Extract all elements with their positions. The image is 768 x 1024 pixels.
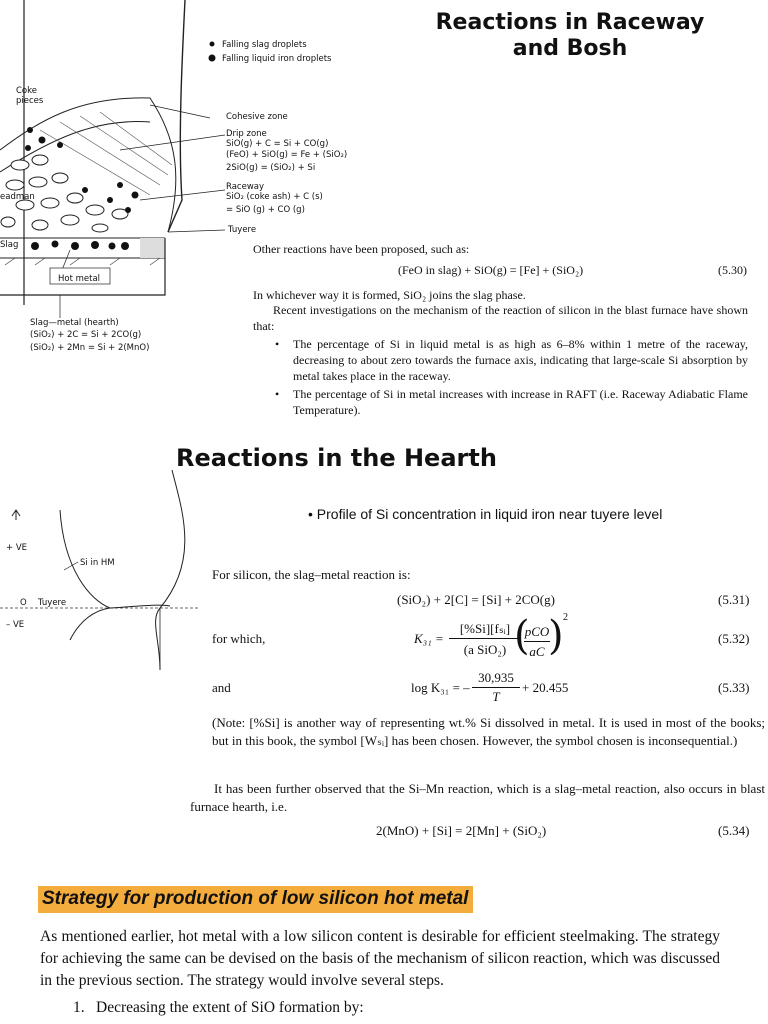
label-coke-pieces: pieces bbox=[16, 96, 44, 106]
k31-symbol: K₃₁ = bbox=[414, 631, 444, 646]
label-origin: O bbox=[20, 598, 27, 608]
label-hearth: Slag—metal (hearth) bbox=[30, 318, 119, 328]
slide-title-raceway bbox=[420, 10, 720, 62]
text-slag-metal-reaction: For silicon, the slag–metal reaction is: bbox=[212, 567, 411, 582]
raceway-equation-2: = SiO (g) + CO (g) bbox=[226, 205, 305, 215]
bullet-text: Profile of Si concentration in liquid iron near tuyere level bbox=[316, 506, 663, 522]
equation-number-5-33: (5.33) bbox=[718, 680, 750, 695]
exponent-2: 2 bbox=[563, 612, 568, 623]
findings-list bbox=[253, 336, 748, 420]
log-numerator: 30,935 bbox=[472, 669, 520, 688]
log-denominator: T bbox=[492, 689, 500, 704]
raceway-equation-1: SiO₂ (coke ash) + C (s) bbox=[226, 192, 323, 202]
text-strategy-intro: As mentioned earlier, hot metal with a low silicon content is desirable for efficient steelmaking. The strategy for achieving the same can be devised on the basis of the mechanism of silicon reaction, which was discussed in the previous section. The strategy would involve several steps. bbox=[40, 928, 720, 989]
text-si-mn-reaction: It has been further observed that the Si–Mn reaction, which is a slag–metal reaction, also occurs in blast furnace hearth, i.e. bbox=[190, 781, 765, 814]
text-other-reactions: Other reactions have been proposed, such as: bbox=[253, 242, 470, 256]
label-slag: Slag bbox=[0, 240, 19, 250]
label-negative: – VE bbox=[6, 620, 25, 630]
drip-equation-3: 2SiO(g) = (SiO₂) + Si bbox=[226, 163, 316, 173]
label-raceway: Raceway bbox=[226, 182, 265, 192]
label-coke: Coke bbox=[16, 86, 37, 96]
si-profile-graph bbox=[0, 470, 200, 670]
drip-equation-1: SiO(g) + C = Si + CO(g) bbox=[226, 139, 329, 149]
k31-numerator: [%Si][fₛᵢ] bbox=[449, 620, 521, 639]
paren-left: ( bbox=[514, 613, 530, 659]
text-for-which: for which, bbox=[212, 631, 266, 646]
label-positive: + VE bbox=[6, 543, 28, 553]
drip-equation-2: (FeO) + SiO(g) = Fe + (SiO₂) bbox=[226, 150, 348, 160]
legend-iron-droplets: Falling liquid iron droplets bbox=[222, 54, 332, 64]
label-drip-zone: Drip zone bbox=[226, 129, 267, 139]
equation-5-31: (SiO₂) + 2[C] = [Si] + 2CO(g) bbox=[397, 592, 555, 607]
equation-number-5-32: (5.32) bbox=[718, 631, 750, 646]
equation-number-5-31: (5.31) bbox=[718, 592, 750, 607]
title-line-1: Reactions in Raceway bbox=[435, 10, 705, 35]
label-cohesive-zone: Cohesive zone bbox=[226, 112, 288, 122]
title-line-2: and Bosh bbox=[512, 36, 628, 61]
slide-title-hearth: Reactions in the Hearth bbox=[176, 444, 497, 472]
equation-number-5-30: (5.30) bbox=[718, 263, 747, 277]
hearth-equation-2: (SiO₂) + 2Mn = Si + 2(MnO) bbox=[30, 343, 150, 353]
label-deadman: eadman bbox=[0, 192, 35, 202]
equation-5-30: (FeO in slag) + SiO(g) = [Fe] + (SiO₂) bbox=[398, 263, 584, 277]
bullet-icon: • bbox=[308, 506, 317, 522]
pco-numerator: pCO bbox=[524, 623, 550, 642]
list-item: • The percentage of Si in liquid metal is as high as 6–8% within 1 metre of the raceway, decreasing to about zero towards the furnace axis, indicating that large-scale Si absorption by metal takes place in the raceway. bbox=[253, 336, 748, 384]
text-and: and bbox=[212, 680, 231, 695]
legend-slag-droplets: Falling slag droplets bbox=[222, 40, 307, 50]
note-si-notation: (Note: [%Si] is another way of representing wt.% Si dissolved in metal. It is used in most of the books; but in this book, the symbol [Wₛᵢ] has been chosen. However, the symbol chosen is inconsequential.) bbox=[212, 715, 765, 748]
furnace-cross-section-diagram bbox=[0, 0, 420, 320]
list-item-number: 1. bbox=[73, 999, 85, 1016]
list-item: Decreasing the extent of SiO formation by: bbox=[96, 999, 364, 1016]
equation-number-5-34: (5.34) bbox=[718, 823, 750, 838]
k31-denominator: (a SiO₂) bbox=[463, 642, 507, 657]
section-title-strategy: Strategy for production of low silicon hot metal bbox=[38, 886, 473, 913]
equation-5-34: 2(MnO) + [Si] = 2[Mn] + (SiO₂) bbox=[376, 823, 547, 838]
text-sio2-slag: In whichever way it is formed, SiO₂ joins the slag phase. bbox=[253, 288, 526, 302]
label-si-in-hm: Si in HM bbox=[80, 558, 115, 568]
list-item: • The percentage of Si in metal increases with increase in RAFT (i.e. Raceway Adiabatic Flame Temperature). bbox=[253, 386, 748, 418]
text-recent-investigations: Recent investigations on the mechanism of the reaction of silicon in the blast furnace have shown that: bbox=[253, 303, 748, 333]
log-k31-lhs: log K₃₁ = – bbox=[411, 680, 470, 695]
ac-denominator: aC bbox=[529, 644, 545, 659]
label-tuyere-level: Tuyere bbox=[38, 598, 67, 608]
log-k31-rhs: + 20.455 bbox=[522, 680, 569, 695]
bullet-si-profile bbox=[308, 506, 662, 522]
label-hot-metal: Hot metal bbox=[58, 274, 101, 284]
hearth-equation-1: (SiO₂) + 2C = Si + 2CO(g) bbox=[30, 330, 142, 340]
paren-right: ) bbox=[548, 613, 564, 659]
label-tuyere: Tuyere bbox=[228, 225, 257, 235]
